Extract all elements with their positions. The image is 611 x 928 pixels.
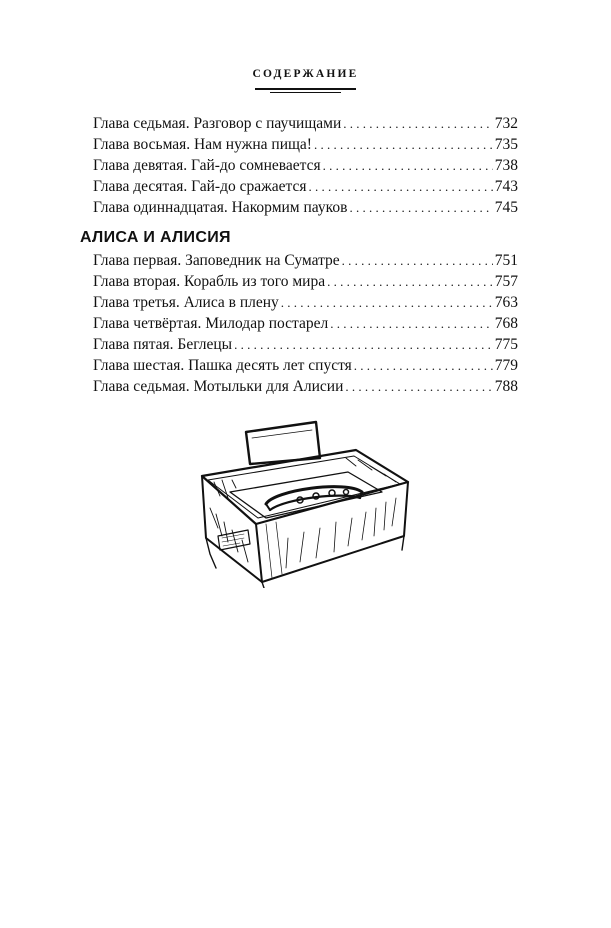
toc-entry-title: Глава пятая. Беглецы bbox=[93, 336, 233, 353]
toc-entry-title: Глава одиннадцатая. Накормим пауков bbox=[93, 199, 348, 216]
toc-entry-title: Глава вторая. Корабль из того мира bbox=[93, 273, 326, 290]
toc-list-part-one bbox=[93, 113, 518, 218]
toc-page-number: 738 bbox=[494, 157, 518, 174]
toc-dot-leader bbox=[342, 250, 493, 271]
toc-dot-leader bbox=[327, 271, 493, 292]
header-rule-thick bbox=[255, 88, 356, 90]
toc-dot-leader bbox=[234, 334, 493, 355]
toc-entry[interactable] bbox=[93, 271, 518, 292]
toc-entry-title: Глава восьмая. Нам нужна пища! bbox=[93, 136, 312, 153]
toc-dot-leader bbox=[309, 176, 493, 197]
toc-dot-leader bbox=[314, 134, 493, 155]
museum-display-case-illustration bbox=[196, 418, 414, 588]
toc-entry[interactable] bbox=[93, 334, 518, 355]
toc-entry-title: Глава десятая. Гай-до сражается bbox=[93, 178, 307, 195]
toc-entry[interactable] bbox=[93, 355, 518, 376]
toc-page-number: 743 bbox=[494, 178, 518, 195]
toc-entry[interactable] bbox=[93, 155, 518, 176]
toc-dot-leader bbox=[323, 155, 493, 176]
toc-part-two bbox=[93, 250, 518, 397]
toc-page-number: 763 bbox=[494, 294, 518, 311]
toc-entry-title: Глава седьмая. Разговор с паучищами bbox=[93, 115, 342, 132]
toc-dot-leader bbox=[354, 355, 493, 376]
toc-entry[interactable] bbox=[93, 313, 518, 334]
toc-page-number: 788 bbox=[494, 378, 518, 395]
toc-part-one bbox=[93, 113, 518, 218]
toc-page-number: 768 bbox=[494, 315, 518, 332]
toc-entry[interactable] bbox=[93, 113, 518, 134]
toc-entry[interactable] bbox=[93, 197, 518, 218]
toc-entry[interactable] bbox=[93, 250, 518, 271]
toc-entry-title: Глава шестая. Пашка десять лет спустя bbox=[93, 357, 352, 374]
toc-entry[interactable] bbox=[93, 134, 518, 155]
toc-page-number: 745 bbox=[494, 199, 518, 216]
toc-entry-title: Глава первая. Заповедник на Суматре bbox=[93, 252, 340, 269]
toc-entry[interactable] bbox=[93, 292, 518, 313]
toc-page-number: 735 bbox=[494, 136, 518, 153]
toc-entry-title: Глава седьмая. Мотыльки для Алисии bbox=[93, 378, 344, 395]
toc-list-part-two bbox=[93, 250, 518, 397]
toc-page-number: 757 bbox=[494, 273, 518, 290]
toc-dot-leader bbox=[330, 313, 493, 334]
toc-page-number: 732 bbox=[494, 115, 518, 132]
toc-entry-title: Глава четвёртая. Милодар постарел bbox=[93, 315, 329, 332]
toc-dot-leader bbox=[281, 292, 493, 313]
toc-dot-leader bbox=[343, 113, 492, 134]
toc-entry-title: Глава девятая. Гай-до сомневается bbox=[93, 157, 321, 174]
toc-entry[interactable] bbox=[93, 376, 518, 397]
toc-page-number: 775 bbox=[494, 336, 518, 353]
toc-entry-title: Глава третья. Алиса в плену bbox=[93, 294, 279, 311]
section-heading: АЛИСА И АЛИСИЯ bbox=[80, 229, 231, 246]
header-rule-thin bbox=[270, 92, 341, 93]
toc-page-number: 751 bbox=[494, 252, 518, 269]
toc-dot-leader bbox=[349, 197, 492, 218]
page-header: СОДЕРЖАНИЕ bbox=[252, 68, 359, 80]
toc-page-number: 779 bbox=[494, 357, 518, 374]
toc-entry[interactable] bbox=[93, 176, 518, 197]
toc-dot-leader bbox=[345, 376, 492, 397]
